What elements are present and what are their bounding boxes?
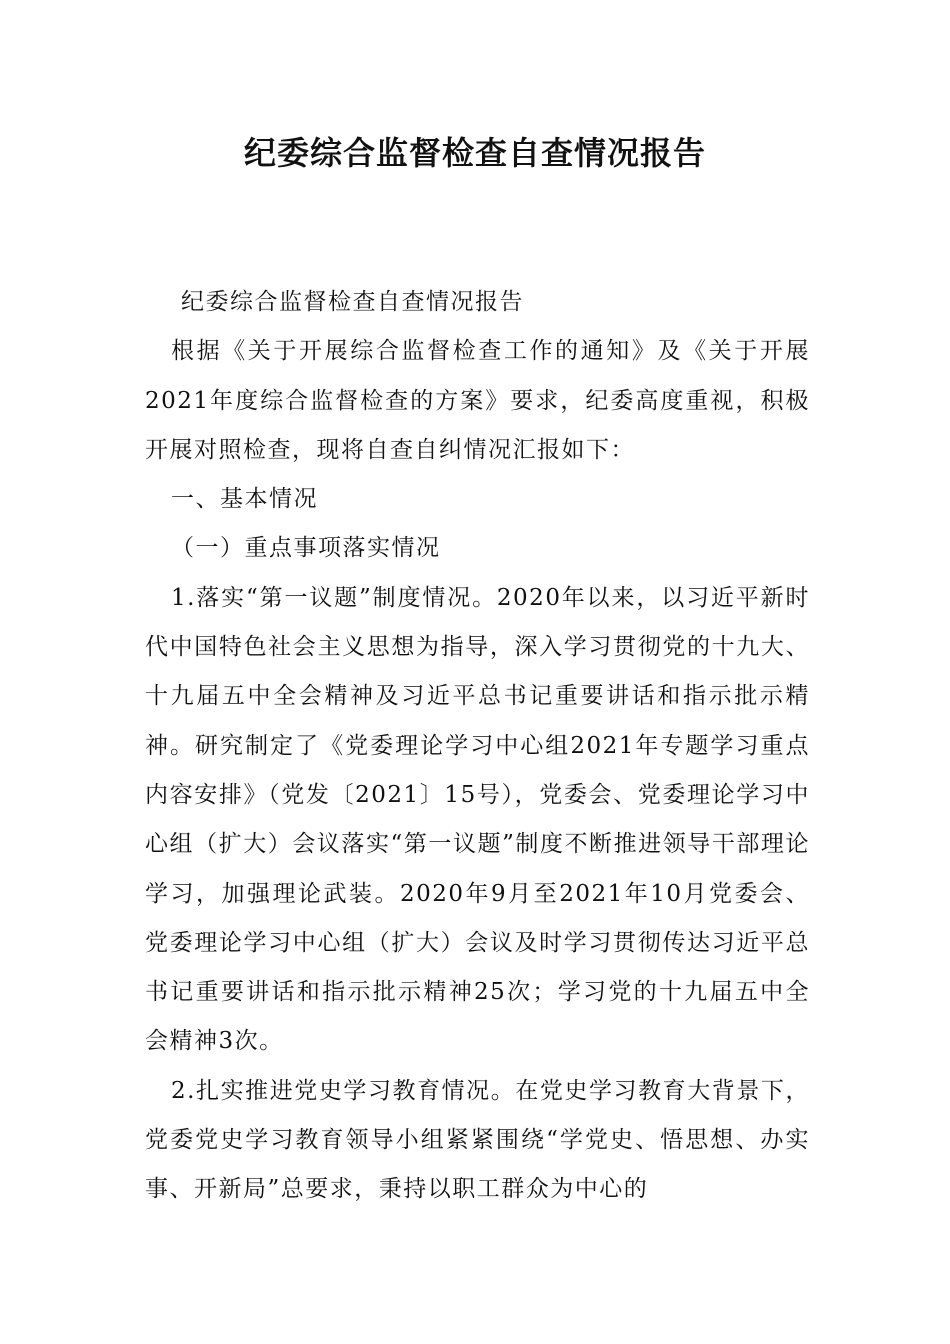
section-heading: 一、基本情况 (171, 486, 318, 513)
document-title: 纪委综合监督检查自查情况报告 (243, 134, 706, 172)
intro-paragraph: 根据《关于开展综合监督检查工作的通知》及《关于开展2021年度综合监督检查的方案》要求，纪委高度重视，积极开展对照检查，现将自查自纠情况汇报如下： (145, 338, 810, 463)
subtitle-paragraph: 纪委综合监督检查自查情况报告 (181, 289, 524, 315)
document-body (145, 278, 810, 1215)
item-paragraph-2: 2.扎实推进党史学习教育情况。在党史学习教育大背景下，党委党史学习教育领导小组紧紧围绕“学党史、悟思想、办实事、开新局”总要求，秉持以职工群众为中心的 (145, 1077, 810, 1203)
item-paragraph-1: 1.落实“第一议题”制度情况。2020年以来，以习近平新时代中国特色社会主义思想为指导，深入学习贯彻党的十九大、十九届五中全会精神及习近平总书记重要讲话和指示批示精神。研究制定了《党委理论学习中心组2021年专题学习重点内容安排》（党发〔2021〕15号），党委会、党委理论学习中心组（扩大）会议落实“第一议题”制度不断推进领导干部理论学习，加强理论武装。2020年9月至2021年10月党委会、党委理论学习中心组（扩大）会议及时学习贯彻传达习近平总书记重要讲话和指示批示精神25次；学习党的十九届五中全会精神3次。 (145, 584, 810, 1055)
subsection-heading: （一）重点事项落实情况 (171, 535, 441, 562)
